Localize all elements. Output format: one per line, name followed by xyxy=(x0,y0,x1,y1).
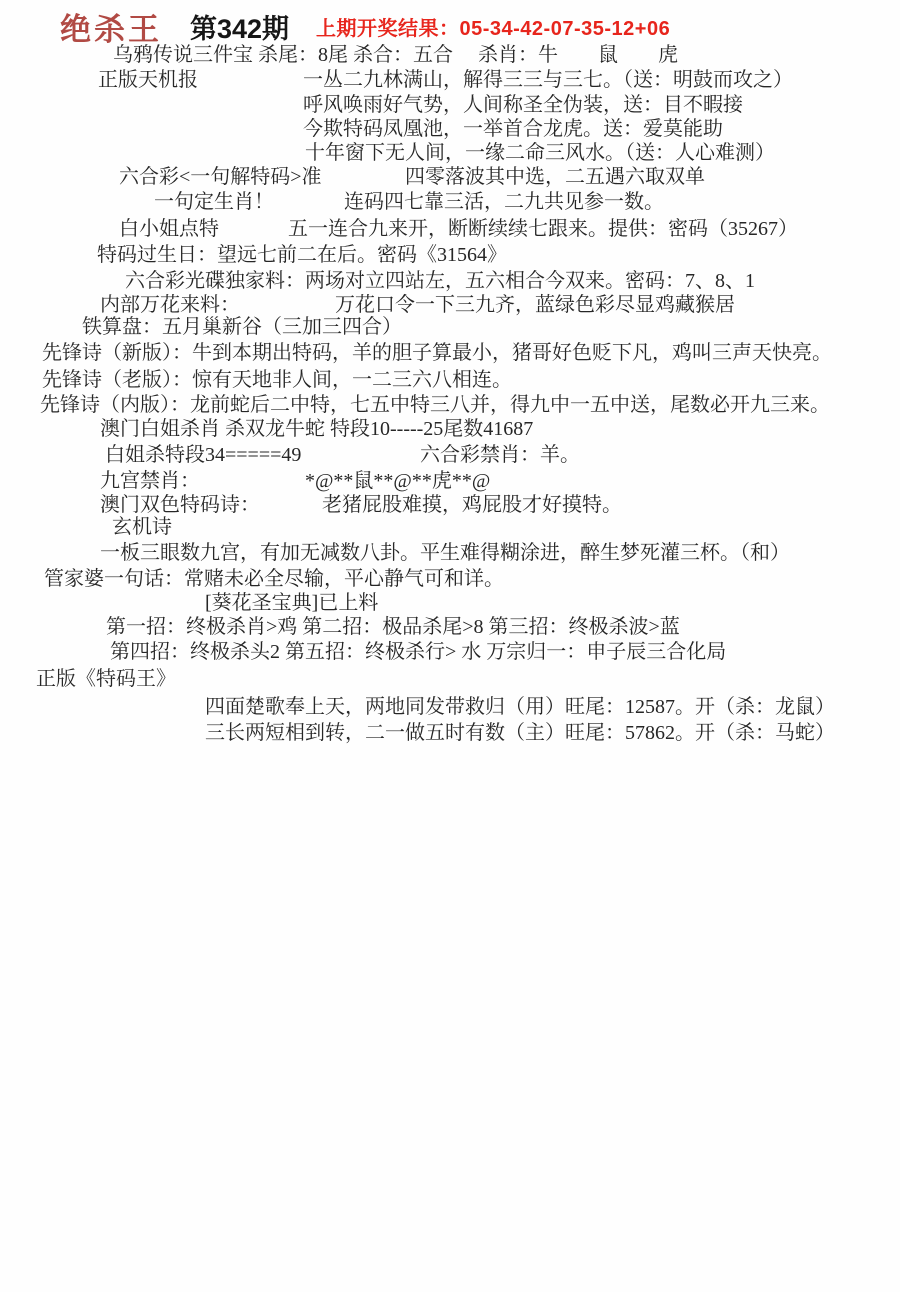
line-pioneer-poem-new xyxy=(42,342,832,365)
line-xuanji-poem xyxy=(100,542,790,565)
line-cd-exclusive xyxy=(125,270,755,293)
line-tianji-verse-3 xyxy=(303,118,723,141)
line-text: 五一连合九来开，断断续续七跟来。提供：密码（35267） xyxy=(288,218,798,240)
line-internal-wanhua xyxy=(100,294,735,317)
line-one-sentence-special-code xyxy=(119,166,705,189)
line-text: 先锋诗（老版）：惊有天地非人间，一二三六八相连。 xyxy=(42,369,512,391)
line-text: 四零落波其中选，二五遇六取双单 xyxy=(405,166,705,188)
line-text: 一丛二九林满山，解得三三与三七。（送：明鼓而攻之） xyxy=(303,69,793,91)
line-label: 正版天机报 xyxy=(98,69,198,91)
page-title: 绝杀王 xyxy=(60,12,162,47)
line-sunflower-treasure-title xyxy=(205,592,378,615)
line-text: 连码四七靠三活，二九共见参一数。 xyxy=(344,191,664,213)
line-text: 玄机诗 xyxy=(112,516,172,538)
line-pioneer-poem-old xyxy=(42,369,512,392)
line-text: 先锋诗（内版）：龙前蛇后二中特，七五中特三八并，得九中一五中送，尾数必开九三来。 xyxy=(40,394,830,416)
line-text: 一板三眼数九宫，有加无减数八卦。平生难得糊涂进，醉生梦死灌三杯。（和） xyxy=(100,542,790,564)
line-nine-palace-ban xyxy=(100,470,491,493)
line-label: 六合彩<一句解特码>准 xyxy=(119,166,322,188)
line-macau-two-color-poem xyxy=(100,494,622,517)
line-label: 澳门双色特码诗： xyxy=(100,494,260,516)
line-text: 老猪屁股难摸，鸡屁股才好摸特。 xyxy=(322,494,622,516)
line-pioneer-poem-inner xyxy=(40,394,830,417)
line-text: 正版《特码王》 xyxy=(36,668,176,690)
line-text: 特码过生日：望远七前二在后。密码《31564》 xyxy=(97,244,507,266)
line-tianji-verse-4 xyxy=(305,142,775,165)
line-label: 一句定生肖！ xyxy=(154,191,274,213)
line-special-code-birthday xyxy=(97,244,507,267)
line-text: 先锋诗（新版）：牛到本期出特码，羊的胆子算最小，猪哥好色贬下凡，鸡叫三声天快亮。 xyxy=(42,342,832,364)
line-text: 呼风唤雨好气势，人间称圣全伪装，送：目不暇接 xyxy=(303,94,743,116)
line-text: 十年窗下无人间，一缘二命三风水。（送：人心难测） xyxy=(305,142,775,164)
line-text: 四面楚歌奉上天，两地同发带救归（用）旺尾：12587。开（杀：龙鼠） xyxy=(205,696,835,718)
line-housekeeper-sentence xyxy=(44,568,504,591)
line-text: [葵花圣宝典]已上料 xyxy=(205,592,379,614)
line-moves-4-to-5 xyxy=(110,641,726,664)
line-xuanji-poem-title xyxy=(112,516,172,539)
line-tianji-verse-2 xyxy=(303,94,743,117)
line-bai-lady-point xyxy=(119,218,798,241)
line-king-verse-1 xyxy=(205,696,835,719)
line-macau-bai-kill-zodiac xyxy=(100,418,533,441)
line-label: 白小姐点特 xyxy=(119,218,219,240)
line-text: 万花口令一下三九齐，蓝绿色彩尽显鸡藏猴居 xyxy=(335,294,735,316)
line-text: 澳门白姐杀肖 杀双龙牛蛇 特段10-----25尾数41687 xyxy=(100,418,534,440)
line-text: 三长两短相到转，二一做五时有数（主）旺尾：57862。开（杀：马蛇） xyxy=(205,722,835,744)
line-text: *@**鼠**@**虎**@ xyxy=(305,470,491,492)
line-label: 内部万花来料： xyxy=(100,294,240,316)
line-bai-kill-segment xyxy=(105,444,580,467)
line-text: 第四招：终极杀头2 第五招：终极杀行> 水 万宗归一：申子辰三合化局 xyxy=(110,641,727,663)
line-text: 管家婆一句话：常赌未必全尽输，平心静气可和详。 xyxy=(44,568,504,590)
line-crow-three-treasures xyxy=(113,44,678,67)
line-text: 今欺特码凤凰池，一举首合龙虎。送：爱莫能助 xyxy=(303,118,723,140)
line-king-verse-2 xyxy=(205,722,835,745)
issue-number: 第342期 xyxy=(190,14,290,44)
line-text: 六合彩光碟独家料：两场对立四站左，五六相合今双来。密码：7、8、1 xyxy=(125,270,755,292)
line-one-sentence-zodiac xyxy=(154,191,664,214)
line-label: 九宫禁肖： xyxy=(100,470,200,492)
line-text: 乌鸦传说三件宝 杀尾：8尾 杀合：五合 杀肖：牛 鼠 虎 xyxy=(113,44,678,66)
line-text: 铁算盘：五月巢新谷（三加三四合） xyxy=(82,316,402,338)
line-text: 第一招：终极杀肖>鸡 第二招：极品杀尾>8 第三招：终极杀波>蓝 xyxy=(106,616,680,638)
line-iron-abacus xyxy=(82,316,402,339)
line-text: 六合彩禁肖：羊。 xyxy=(420,444,580,466)
last-draw-result: 上期开奖结果：05-34-42-07-35-12+06 xyxy=(316,18,671,40)
line-special-code-king-title xyxy=(36,668,176,691)
line-label: 白姐杀特段34=====49 xyxy=(105,444,302,466)
line-tianji-report xyxy=(98,69,793,92)
line-moves-1-to-3 xyxy=(106,616,680,639)
